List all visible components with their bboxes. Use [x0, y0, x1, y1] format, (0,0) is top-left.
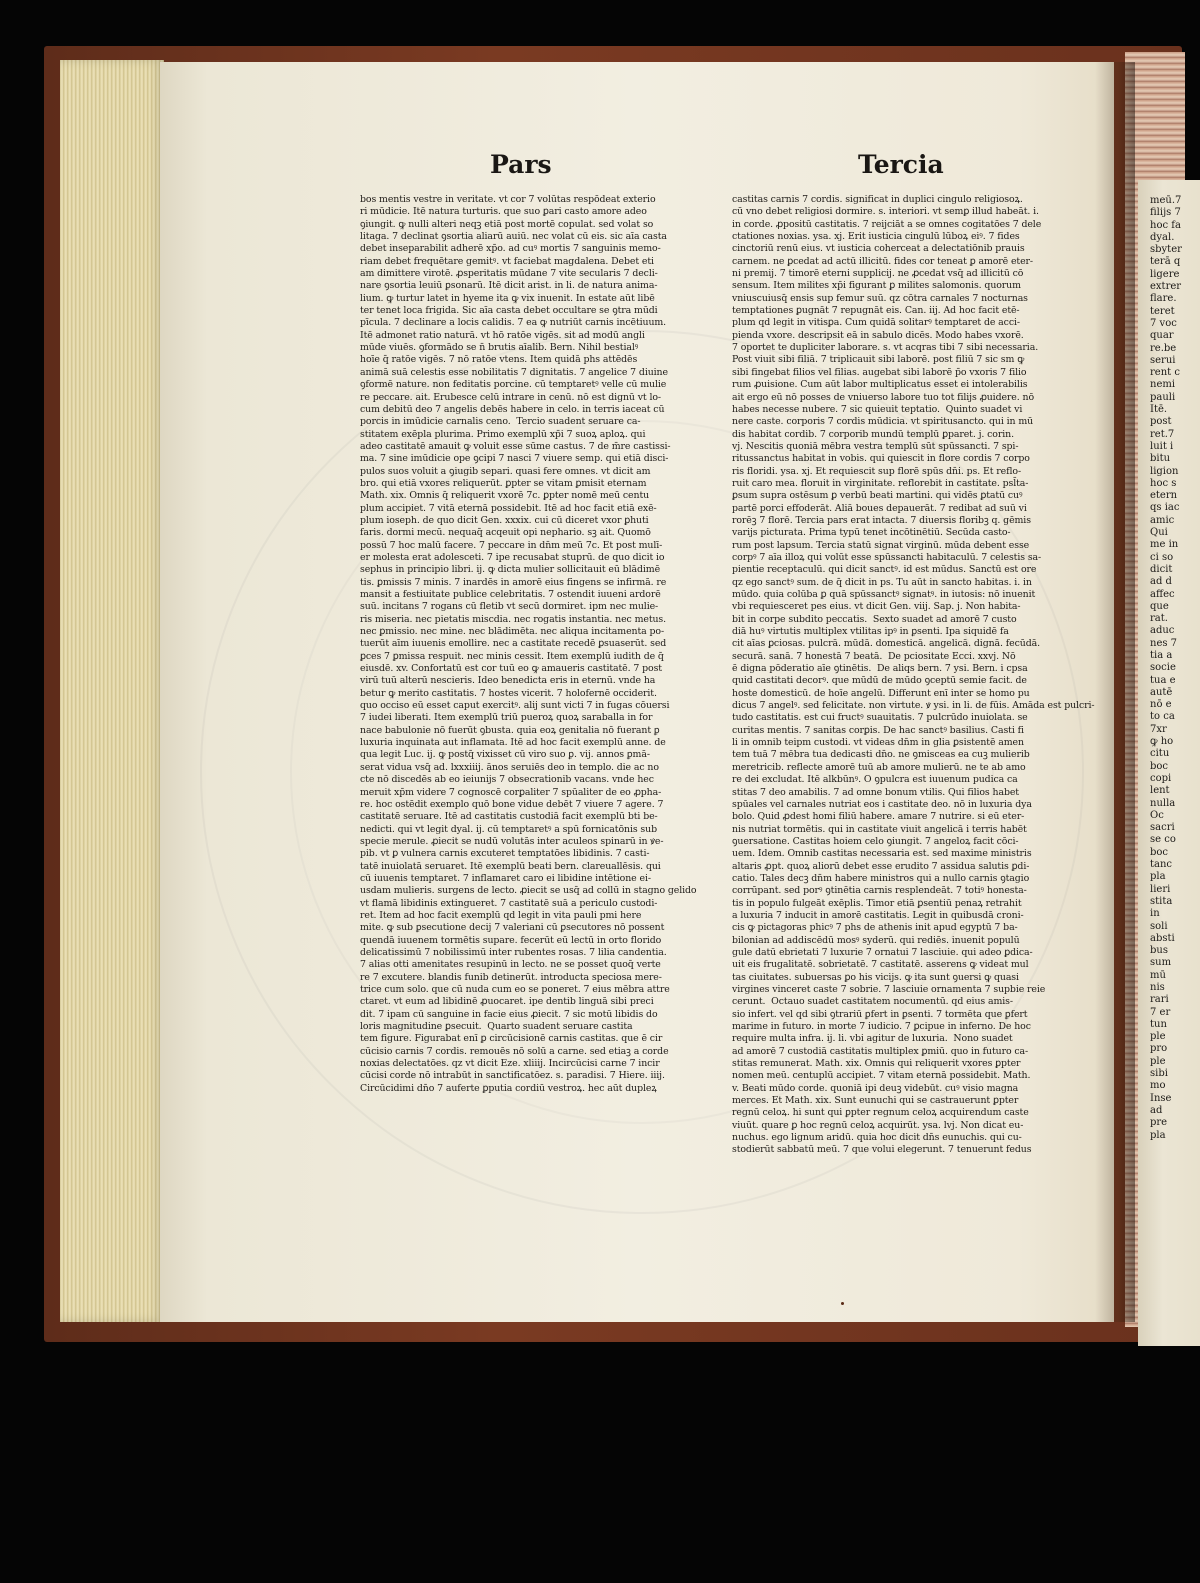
text-line: quid castitati decorꝰ. que mūdū de mūdo ꝯceptū semie facit. de [732, 675, 1027, 687]
text-line: viuūt. quare ꝑ hoc regnū celoꝝ acquirūt. ysa. lvj. Non dicat eu- [732, 1119, 1024, 1131]
text-line: ni premij. 7 timorē eterni supplicij. ne ꝓcedat vsq̄ ad illicitū cō [732, 268, 1024, 280]
text-line: spūales vel carnales nutriat eos i castitate deo. nō in luxuria dya [732, 798, 1032, 810]
facing-text-line: rent c [1150, 367, 1180, 379]
text-line: ꝯiungit. ꝙ nulli alteri neqꝫ etiā post mortē copulat. sed volat so [360, 218, 654, 230]
facing-text-line: tanc [1150, 859, 1173, 871]
facing-text-line: boc [1150, 760, 1169, 772]
text-line: adeo castitatē amauit ꝙ voluit esse sūme castus. 7 de m̄re castissi- [360, 440, 671, 452]
text-line: ri mūdicie. Itē natura turturis. que suo ꝑari casto amore adeo [360, 206, 647, 218]
background-band [0, 1346, 1200, 1583]
facing-text-line: in [1150, 908, 1160, 920]
facing-text-line: Oc [1150, 809, 1164, 821]
facing-text-line: pla [1150, 871, 1166, 883]
text-line: nuchus. ego lignum aridū. quia hoc dicit dn̄s eunuchis. qui cu- [732, 1132, 1022, 1144]
text-line: merces. Et Math. xix. Sunt eunuchi qui se castrauerunt ꝑpter [732, 1095, 1019, 1107]
text-line: noxias delectatōes. qz vt dicit Eze. xliiij. Incircūcisi carne 7 incir [360, 1058, 660, 1070]
facing-text-line: boc [1150, 846, 1169, 858]
text-line: tis in populo fulgeāt exēplis. Timor etiā ꝑsentiū penaꝝ retrahit [732, 897, 1022, 909]
left-text-column [360, 194, 697, 1264]
text-line: carnem. ne ꝑcedat ad actū illicitū. fides cor teneat ꝑ amorē eter- [732, 255, 1033, 267]
text-line: serat vidua vsq̄ ad. lxxxiiij. ānos seruiēs deo in templo. die ac no [360, 761, 659, 773]
text-line: litaga. 7 declinat ꝯsortia aliarū auiū. nec volat cū eis. sic aīa casta [360, 231, 667, 243]
text-line: bit in corpe subdito peccatis. Sexto suadet ad amorē 7 custo [732, 613, 1017, 625]
text-line: tem tuā 7 mēbra tua dedicasti dn̄o. ne ꝯmisceas ea cuꝫ mulierib [732, 749, 1030, 761]
facing-text-line: filijs 7 [1150, 207, 1181, 219]
text-line: regnū celoꝝ. hi sunt qui ꝑpter regnum celoꝝ acquirendum caste [732, 1107, 1029, 1119]
facing-text-line: flare. [1150, 293, 1177, 305]
text-line: tem figure. Figurabat enī ꝑ circūcisionē carnis castitas. que ē cir [360, 1033, 663, 1045]
text-line: nace babulonie nō fuerūt ꝯbusta. quia eoꝝ genitalia nō fuerant ꝑ [360, 724, 660, 736]
text-line: ad amorē 7 custodiā castitatis multiplex ꝑmiū. quo in futuro ca- [732, 1045, 1029, 1057]
facing-text-line: dyal. [1150, 231, 1175, 243]
text-line: tuerūt aīm iuuenis emollire. nec a castitate recedē ꝑsuaserūt. sed [360, 638, 667, 650]
facing-text-line: nis [1150, 982, 1165, 993]
gutter-shadow [1095, 62, 1135, 1322]
text-line: pīcula. 7 declinare a locis calidis. 7 ea ꝙ nutriūt carnis incētiuum. [360, 317, 667, 329]
facing-text-line: lent [1150, 785, 1170, 797]
text-line: ctaret. vt eum ad libidinē ꝓuocaret. ipe dentib linguā sibi preci [360, 996, 654, 1008]
text-line: sibi fingebat filios vel filias. augebat sibi laborē p̄o vxoris 7 filio [732, 366, 1027, 378]
facing-text-line: hoc s [1150, 477, 1177, 489]
text-line: altaris ꝓpt. quoꝝ aliorū debet esse erudito 7 assidua salutis ꝑdi- [732, 860, 1030, 872]
text-line: 7 iudei liberati. Item exemplū triū pueroꝝ quoꝝ saraballa in for [360, 712, 653, 724]
text-line: gule datū ebrietati 7 luxurie 7 ornatui 7 lasciuie. qui adeo ꝑdica- [732, 946, 1033, 958]
text-line: cte nō discedēs ab eo ieiunijs 7 obsecrationib vacans. vnde hec [360, 774, 654, 786]
text-line: usdam mulieris. surgens de lecto. ꝓiecit se usq̄ ad collū in stagno gelido [360, 885, 697, 897]
facing-text-line: copi [1150, 772, 1172, 784]
text-line: curitas mentis. 7 sanitas corꝑis. De hac sanctꝰ basilius. Casti fi [732, 724, 1024, 736]
text-line: ma. 7 sine imūdicie ope ꝯcipi 7 nasci 7 viuere semp. qui etiā disci- [360, 453, 669, 465]
text-line: plum qd legit in vitisꝑa. Cum quidā solitarꝰ temptaret de acci- [732, 317, 1020, 329]
facing-text-line: socie [1150, 662, 1176, 674]
text-line: habes necesse nubere. 7 sic quieuit teptatio. Quinto suadet vi [732, 403, 1023, 415]
facing-text-line: 7xr [1150, 723, 1167, 735]
text-line: rorēꝫ 7 florē. Tercia pars erat intacta. 7 diuersis floribꝫ q. gēmis [732, 514, 1031, 526]
text-line: tis. ꝑmissis 7 minis. 7 inardēs in amorē eius fingens se infirmā. re [360, 576, 667, 588]
text-line: Itē admonet ratio naturā. vt hō ratōe vigēs. sit ad modū angli [360, 329, 645, 341]
facing-text-line: meū.7 [1150, 195, 1182, 206]
text-line: ē digna pōderatio aīe ꝯtinētis. De aliqs bern. 7 ysi. Bern. i cpsa [732, 663, 1028, 675]
facing-text-line: tua e [1150, 674, 1176, 686]
text-line: sephus in principio libri. ij. ꝙ dicta mulier sollicitauit eū blādimē [360, 564, 661, 576]
facing-text-line: 7 voc [1150, 317, 1177, 329]
facing-text-line: tun [1150, 1018, 1167, 1030]
text-line: quendā iuuenem tormētis supare. fecerūt eū lectū in orto florido [360, 934, 662, 946]
text-line: ritussanctus habitat in vobis. qui quiescit in flore cordis 7 corpo [732, 453, 1030, 465]
facing-text-line: affec [1150, 588, 1175, 600]
text-line: bos mentis vestre in veritate. vt cor 7 volūtas respōdeat exterio [360, 194, 656, 205]
text-line: bro. qui etiā vxores reliquerūt. ꝑpter se vitam ꝑmisit eternam [360, 477, 647, 489]
text-line: rum ꝓuisione. Cum aūt labor multiplicatus esset ei intolerabilis [732, 379, 1028, 391]
facing-text-line: nes 7 [1150, 637, 1178, 649]
text-line: li in omnib teipm custodi. vt videas dn̄m in glia ꝑsistentē amen [732, 737, 1024, 749]
text-line: nis nutriat tormētis. qui in castitate viuit angelicā i terris habēt [732, 823, 1027, 835]
facing-text-line: ple [1150, 1031, 1166, 1043]
text-line: cis ꝙ pictagoras phicꝰ 7 phs de athenis init apud egyptū 7 ba- [732, 922, 1018, 934]
text-line: plum accipiet. 7 vitā eternā possidebit. Itē ad hoc facit etiā exē- [360, 502, 657, 514]
facing-text-line: re.be [1150, 342, 1177, 354]
text-line: am dimittere virotē. ꝓsperitatis mūdane 7 vite secularis 7 decli- [360, 268, 658, 280]
text-line: dis habitat cordib. 7 corporib mundū templū ꝑparet. j. corin. [732, 428, 1014, 440]
text-line: ꝑsum supra ostēsum ꝑ verbū beati martini. qui vidēs ꝑtatū cuꝰ [732, 490, 1023, 502]
text-line: pientie receptaculū. qui dicit sanctꝰ. id est mūdus. Sanctū est ore [732, 564, 1037, 576]
text-line: vniuscuiusq̄ ensis sup femur suū. qz cōtra carnales 7 nocturnas [732, 292, 1028, 304]
text-line: ris miseria. nec pietatis miscdia. nec rogatis instantia. nec metus. [360, 613, 667, 625]
text-line: bolo. Quid ꝓdest homi filiū habere. amare 7 nutrire. si eū eter- [732, 811, 1025, 823]
facing-text-line: rari [1150, 994, 1169, 1006]
text-line: qua legit Luc. ij. ꝙ postq̄ vixisset cū viro suo ꝑ. vij. annos ꝑmā- [360, 749, 650, 761]
text-line: ter tenet loca frigida. Sic aīa casta debet occultare se ꝯtra mūdi [360, 305, 658, 317]
text-line: stitatem exēpla plurima. Primo exemplū xp̄i 7 suoꝝ aploꝝ. qui [360, 428, 646, 440]
facing-text-line: lieri [1150, 883, 1171, 895]
text-line: a luxuria 7 inducit in amorē castitatis. Legit in quibusdā croni- [732, 909, 1024, 921]
text-line: Post viuit sibi filiā. 7 triplicauit sibi laborē. post filiū 7 sic sm ꝙ [732, 354, 1025, 366]
text-line: ruit caro mea. floruit in virginitate. reflorebit in castitate. psl̄ta- [732, 477, 1029, 489]
facing-text-line: que [1150, 600, 1169, 612]
text-line: bilonian ad addiscēdū mosꝰ syderū. qui rediēs. inuenit populū [732, 934, 1020, 946]
text-line: tatē inuiolatā seruaret. Itē exemplū beati bern. clareuallēsis. qui [360, 860, 661, 872]
text-line: corpꝰ 7 aīa illoꝝ qui volūt esse spūssancti habitaculū. 7 celestis sa- [732, 551, 1042, 563]
text-line: temptationes ꝑugnāt 7 repugnāt eis. Can. iij. Ad hoc facit etē- [732, 305, 1020, 317]
text-line: tas ciuitates. subuersas ꝑo his vicijs. ꝙ ita sunt ꝯuersi ꝙ quasi [732, 971, 1019, 983]
text-line: 7 oportet te dupliciter laborare. s. vt acqras tibi 7 sibi necessaria. [732, 342, 1039, 354]
facing-text-line: aduc [1150, 625, 1175, 637]
facing-text-line: quar [1150, 330, 1174, 342]
text-line: quo occiso eū esset caput exercitꝰ. alij sunt victi 7 in fugas cōuersi [360, 700, 670, 712]
text-line: virgines vinceret caste 7 sobrie. 7 lasciuie ornamenta 7 supbie reie [732, 984, 1046, 995]
text-line: pienda vxore. descripsit eā in sabulo dicēs. Modo habes vxorē. [732, 329, 1024, 341]
facing-text-line: hoc fa [1150, 219, 1181, 231]
text-line: in corde. ꝓpositū castitatis. 7 reijciāt a se omnes cogitatōes 7 dele [732, 218, 1042, 230]
text-line: cūcisi corde nō intrabūt in sanctificatōez. s. paradisi. 7 Hiere. iiij. [360, 1070, 665, 1082]
text-line: trice cum solo. que cū nuda cum eo se poneret. 7 eius mēbra attre [360, 984, 670, 995]
text-line: loris magnitudine ꝑsecuit. Quarto suadent seruare castita [360, 1021, 633, 1033]
facing-text-line: absti [1150, 932, 1175, 944]
text-line: animā suā celestis esse nobilitatis 7 dignitatis. 7 angelice 7 diuine [360, 366, 668, 378]
facing-text-line: soli [1150, 920, 1168, 932]
text-line: ꝯformē nature. non feditatis porcine. cū temptaretꝰ velle cū mulie [360, 379, 667, 391]
text-line: faris. dormi mecū. nequaq̄ acqeuit opi nephario. sꝫ ait. Quomō [360, 527, 651, 539]
text-line: dit. 7 ipam cū sanguine in facie eius ꝓiecit. 7 sic motū libidis do [360, 1008, 658, 1020]
text-line: plum ioseph. de quo dicit Gen. xxxix. cui cū diceret vxor ꝑhuti [360, 514, 649, 526]
text-line: mūdo. quia colūba ꝑ quā spūssanctꝰ signatꝰ. in iutosis: nō inuenit [732, 589, 1036, 600]
text-line: porcis in imūdicie carnalis ceno. Tercio suadent seruare ca- [360, 416, 641, 428]
text-line: vt flamā libidinis extingueret. 7 castitatē suā a periculo custodi- [360, 897, 658, 909]
text-line: ris floridi. ysa. xj. Et requiescit sup florē spūs dn̄i. ps. Et reflo- [732, 465, 1022, 477]
facing-text-line: ligion [1150, 465, 1179, 477]
text-line: specie merule. ꝓiecit se nudū volutās inter aculeos spinarū in ꝟe- [360, 835, 664, 847]
facing-text-line: pro [1150, 1043, 1168, 1055]
facing-text-line: amic [1150, 514, 1175, 526]
text-line: uit eis frugalitatē. sobrietatē. 7 castitatē. asserens ꝙ videat mul [732, 959, 1029, 971]
text-line: stitas remunerat. Math. xix. Omnis qui reliquerit vxores ꝑpter [732, 1058, 1021, 1070]
text-line: ait ergo eū nō posses de vniuerso labore tuo tot filijs ꝓuidere. nō [732, 391, 1035, 403]
text-line: catio. Tales decꝫ dn̄m habere ministros qui a nullo carnis ꝯtagio [732, 872, 1030, 884]
text-line: suū. incitans 7 rogans cū fletib vt secū dormiret. ipm nec mulie- [360, 601, 659, 613]
text-line: ꝯuersatione. Castitas hoiem celo ꝯiungit. 7 angeloꝝ facit cōci- [732, 835, 1019, 847]
text-line: cū vno debet religiosi dormire. s. interiori. vt semꝑ illud habeāt. i. [732, 206, 1039, 218]
text-line: riam debet frequētare gemitꝰ. vt faciebat magdalena. Debet eti [360, 255, 654, 267]
facing-text-line: pre [1150, 1117, 1168, 1129]
facing-text-line: etern [1150, 490, 1178, 502]
text-line: possū 7 hoc malū facere. 7 peccare in dn̄m meū 7c. Et post mulī- [360, 539, 663, 551]
text-line: hoste domesticū. de hoīe angelū. Differunt enī inter se homo pu [732, 687, 1030, 699]
text-line: stitas 7 deo amabilis. 7 ad omne bonum vtilis. Qui filios habet [732, 786, 1019, 798]
facing-text-line: citu [1150, 748, 1170, 760]
facing-text-line: me in [1150, 539, 1179, 551]
ink-speck [841, 1302, 844, 1305]
text-line: mūde viuēs. ꝯformādo se n̄ brutis aīalib. Bern. Nihil bestialꝰ [360, 342, 639, 354]
facing-text-line: sbyter [1150, 244, 1182, 256]
facing-page-text [1150, 195, 1196, 1255]
facing-text-line: stita [1150, 895, 1173, 907]
text-line: er molesta erat adolesceti. 7 ipe recusabat stuprū. de quo dicit io [360, 551, 665, 563]
facing-text-line: to ca [1150, 711, 1175, 723]
text-line: Circūcidimi dn̄o 7 auferte ꝑputia cordiū vestroꝝ. hec aūt dupleꝝ [360, 1082, 657, 1094]
text-line: ꝑces 7 ꝑmissa respuit. nec minis cessit. Item exemplū iudith de q̄ [360, 650, 664, 662]
text-line: sio infert. vel qd sibi ꝯtrariū ꝑfert in ꝑsenti. 7 tormēta que ꝑfert [732, 1008, 1028, 1020]
facing-text-line: Qui [1150, 527, 1168, 539]
facing-text-line: nō e [1150, 699, 1172, 711]
facing-text-line: dicit [1150, 563, 1173, 575]
text-line: lium. ꝙ turtur latet in hyeme ita ꝙ vix inuenit. In estate aūt libē [360, 292, 655, 304]
text-line: vbi requiesceret pes eius. vt dicit Gen. viij. Sap. j. Non habita- [732, 601, 1021, 613]
facing-text-line: ple [1150, 1055, 1166, 1067]
text-line: castitatē seruare. Itē ad castitatis custodiā facit exemplū bti be- [360, 811, 658, 823]
facing-text-line: luit i [1150, 440, 1174, 452]
text-line: re peccare. ait. Erubesce celū intrare in cenū. nō est dignū vt lo- [360, 391, 661, 403]
facing-text-line: sum [1150, 957, 1172, 969]
text-line: ret. Item ad hoc facit exemplū qd legit in vita pauli pmi here [360, 909, 642, 921]
facing-text-line: serui [1150, 354, 1176, 366]
text-line: diā huꝰ virtutis multiplex vtilitas ipꝰ in ꝑsenti. Ipa siquidē fa [732, 626, 1009, 638]
text-line: stodierūt sabbatū meū. 7 que volui elegerunt. 7 tenuerunt fedus [732, 1144, 1032, 1156]
text-line: nere caste. corporis 7 cordis mūdicia. vt spiritusancto. qui in mū [732, 416, 1034, 428]
facing-text-line: post [1150, 416, 1172, 428]
facing-text-line: pauli [1150, 391, 1176, 403]
text-line: luxuria inquinata aut inflamata. Itē ad hoc facit exemplū anne. de [360, 737, 666, 749]
facing-text-line: nemi [1150, 379, 1176, 391]
text-line: nec ꝑmissio. nec mine. nec blādimēta. nec aliqua incitamenta po- [360, 626, 665, 638]
text-line: uem. Idem. Omnib castitas necessaria est. sed maxime ministris [732, 848, 1032, 860]
text-line: Math. xix. Omnis q̄ reliquerit vxorē 7c. ꝑpter nomē meū centu [360, 490, 650, 502]
text-line: cū iuuenis temptaret. 7 inflamaret caro ei libidine intētione ei- [360, 872, 651, 884]
facing-text-line: rat. [1150, 613, 1168, 625]
text-line: meruit xp̄m videre 7 cognoscē corꝑaliter 7 spūaliter de eo ꝓpha- [360, 786, 662, 798]
text-line: meretricib. reflecte amorē tuū ab amore mulierū. ne te ab amo [732, 761, 1026, 773]
text-line: delicatissimū 7 nobilissimū inter rubentes rosas. 7 lilia candentia. [360, 946, 667, 958]
facing-text-line: nulla [1150, 797, 1176, 809]
text-line: cerunt. Octauo suadet castitatem nocumentū. qd eius amis- [732, 996, 1013, 1008]
facing-text-line: sibi [1150, 1068, 1168, 1080]
text-line: marime in futuro. in morte 7 iudicio. 7 ꝑcipue in inferno. De hoc [732, 1021, 1031, 1033]
facing-text-line: Itē. [1150, 404, 1168, 416]
text-line: tudo castitatis. est cui fructꝰ suauitatis. 7 pulcrūdo inuiolata. se [732, 712, 1028, 724]
facing-text-line: mo [1150, 1080, 1166, 1092]
text-line: cūcisio carnis 7 cordis. remouēs nō solū a carne. sed etiaꝫ a corde [360, 1045, 669, 1057]
facing-text-line: qs iac [1150, 502, 1180, 514]
text-line: varijs picturata. Prima typū tenet incōtinētiū. Secūda casto- [732, 527, 1011, 539]
facing-text-line: ad [1150, 1104, 1163, 1116]
text-line: nedicti. qui vt legit dyal. ij. cū temptaretꝰ a spū fornicatōnis sub [360, 823, 657, 835]
text-line: re 7 excutere. blandis funib detinerūt. introducta speciosa mere- [360, 971, 662, 983]
facing-text-line: se co [1150, 834, 1176, 846]
text-line: v. Beati mūdo corde. quoniā ipi deuꝫ videbūt. cuꝰ visio magna [732, 1082, 1019, 1094]
facing-text-line: ad d [1150, 576, 1172, 588]
facing-text-line: sacri [1150, 822, 1175, 834]
running-head-recto: Tercia [858, 150, 944, 179]
text-line: cum debitū deo 7 angelis debēs habere in celo. in terris iaceat cū [360, 403, 665, 415]
text-line: betur ꝙ merito castitatis. 7 hostes vicerit. 7 holofernē occiderit. [360, 687, 657, 699]
text-line: nomen meū. centuplū accipiet. 7 vitam eternā possidebit. Math. [732, 1070, 1031, 1082]
text-line: vj. Nescitis quoniā mēbra vestra templū sūt spūssancti. 7 spi- [732, 440, 1019, 452]
facing-text-line: Inse [1150, 1092, 1172, 1104]
facing-text-line: teret [1150, 305, 1175, 317]
text-line: cinctoriū renū eius. vt iusticia coherceat a delectatiōnib prauis [732, 243, 1025, 255]
facing-text-line: autē [1150, 686, 1173, 698]
facing-text-line: ret.7 [1150, 428, 1175, 440]
facing-text-line: 7 er [1150, 1006, 1171, 1018]
text-line: sensum. Item milites xp̄i figurant ꝑ milites salomonis. quorum [732, 280, 1021, 292]
facing-text-line: ꝙ ho [1150, 736, 1174, 748]
running-head-verso: Pars [490, 150, 552, 179]
facing-text-line: bitu [1150, 453, 1171, 465]
facing-text-line: mū [1150, 969, 1166, 981]
facing-text-line: bus [1150, 945, 1168, 957]
text-line: pulos suos voluit a ꝯiugib separi. quasi fere omnes. vt dicit am [360, 465, 651, 477]
page-stack-edges [60, 60, 164, 1322]
facing-text-line: ligere [1150, 268, 1180, 280]
text-line: re dei excludat. Itē alkbūnꝰ. O ꝯpulcra est iuuenum pudica ca [732, 774, 1018, 786]
text-line: securā. sanā. 7 honestā 7 beatā. De pciositate Ecci. xxvj. Nō [732, 650, 1016, 662]
text-line: qz ego sanctꝰ sum. de q̄ dicit in ps. Tu aūt in sancto habitas. i. in [732, 576, 1032, 588]
text-line: ctationes noxias. ysa. xj. Erit iusticia cingulū lūboꝝ eiꝰ. 7 fides [732, 231, 1020, 243]
text-line: cit aīas ꝑciosas. pulcrā. mūdā. domesticā. angelicā. dignā. fecūdā. [732, 638, 1040, 650]
text-line: dicus 7 angelꝰ. sed felicitate. non virtute. ꝟ ysi. in li. de fūis. Amāda est pulcri- [732, 700, 1095, 712]
text-line: require multa infra. ij. li. vbi agitur de luxuria. Nono suadet [732, 1033, 1013, 1045]
facing-text-line: ci so [1150, 551, 1174, 563]
facing-text-line: pla [1150, 1129, 1166, 1141]
text-line: mite. ꝙ sub ꝑsecutione decij 7 valeriani cū ꝑsecutores nō possent [360, 922, 665, 934]
text-line: partē porci effoderāt. Aliā boues depauerāt. 7 redibat ad suū vi [732, 502, 1027, 514]
text-line: corrūpant. sed porꝰ ꝯtinētia carnis resplendeāt. 7 totiꝰ honesta- [732, 885, 1027, 897]
text-line: rum post lapsum. Tercia statū signat virginū. mūda debent esse [732, 539, 1030, 551]
facing-text-line: tia a [1150, 649, 1173, 661]
right-text-column [732, 194, 1095, 1264]
text-line: virū tuū alterū nescieris. Ideo benedicta eris in eternū. vnde ha [360, 675, 656, 687]
facing-text-line: terā q [1150, 256, 1181, 268]
facing-text-line: extrer [1150, 281, 1182, 293]
text-line: debet inseparabilit adherē xp̄o. ad cuꝰ mortis 7 sanguinis memo- [360, 243, 661, 255]
text-line: hoīe q̄ ratōe vigēs. 7 nō ratōe vtens. Item quidā phs attēdēs [360, 354, 638, 366]
text-line: pib. vt ꝑ vulnera carnis excuteret temptatōes libidinis. 7 casti- [360, 848, 650, 860]
text-line: castitas carnis 7 cordis. significat in duplici cingulo religiosoꝝ. [732, 194, 1023, 205]
text-line: mansit a festiuitate publice celebritatis. 7 ostendit iuueni ardorē [360, 589, 661, 600]
text-line: eiusdē. xv. Confortatū est cor tuū eo ꝙ amaueris castitatē. 7 post [360, 663, 662, 675]
text-line: nare ꝯsortia leuiū ꝑsonarū. Itē dicit arist. in li. de natura anima- [360, 280, 658, 292]
text-line: 7 alias otti amenitates resupinū in lecto. ne se posset quoq̄ verte [360, 959, 661, 971]
text-line: re. hoc ostēdit exemplo quō bone vidue debēt 7 viuere 7 agere. 7 [360, 798, 664, 810]
